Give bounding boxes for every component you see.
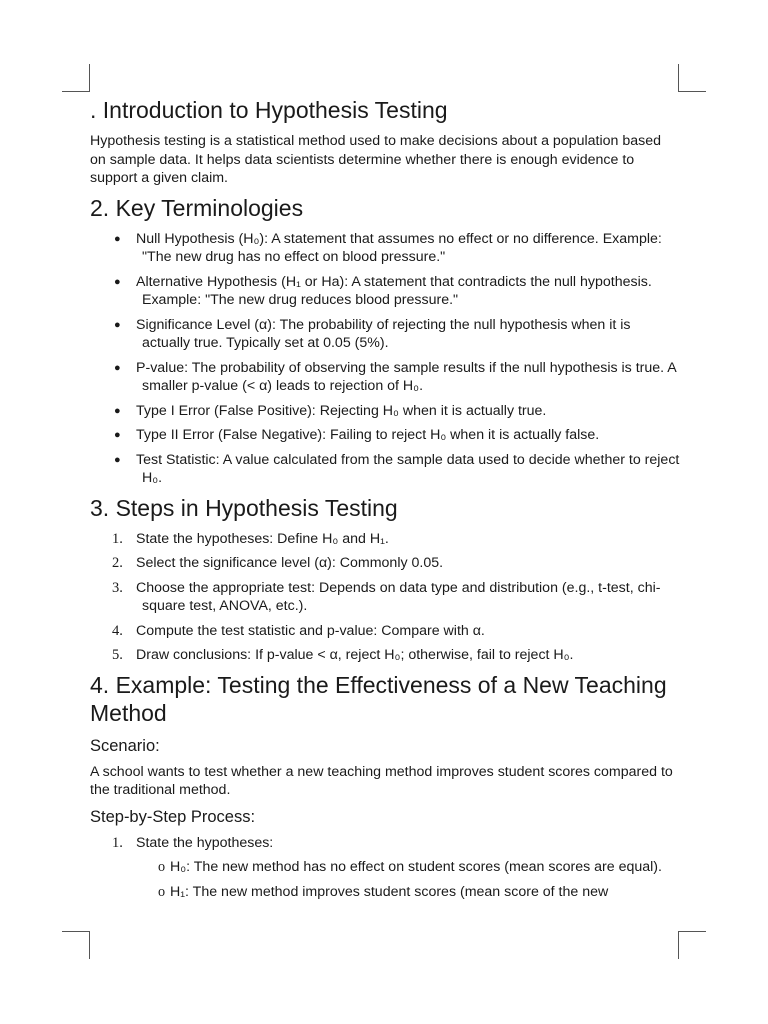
crop-mark-top-left-v (89, 64, 90, 91)
list-item: ● Type II Error (False Negative): Failing to reject H₀ when it is actually false. (114, 427, 600, 443)
list-item: 2. Select the significance level (α): Commonly 0.05. (112, 555, 444, 571)
process-list (90, 834, 680, 853)
list-item: 5. Draw conclusions: If p-value < α, reject H₀; otherwise, fail to reject H₀. (112, 647, 574, 663)
heading-key-terminologies: 2. Key Terminologies (90, 194, 304, 221)
step-number: 5. (112, 647, 123, 663)
bullet-icon: ● (114, 453, 121, 466)
bullet-icon: ● (114, 404, 121, 417)
list-item: ● Significance Level (α): The probability of rejecting the null hypothesis when it is actually true. Typically set at 0.05 (5%). (114, 316, 631, 351)
terminology-list (90, 230, 680, 488)
bullet-icon: ● (114, 429, 121, 441)
list-item: ● Type I Error (False Positive): Rejecting H₀ when it is actually true. (114, 402, 547, 419)
crop-mark-bottom-right-h (678, 931, 706, 932)
list-item: o H₁: The new method improves student scores (mean score of the new (158, 883, 609, 900)
crop-mark-bottom-left-v (89, 931, 90, 959)
intro-paragraph: Hypothesis testing is a statistical method used to make decisions about a population based on sample data. It helps data scientists determine whether there is enough evidence to support a given claim. (90, 133, 661, 186)
list-item: ● Test Statistic: A value calculated from the sample data used to decide whether to reject H₀. (114, 451, 680, 486)
crop-mark-top-right-h (678, 91, 706, 92)
crop-mark-bottom-right-v (678, 931, 679, 959)
list-item: ● P-value: The probability of observing the sample results if the null hypothesis is true. A smaller p-value (< α) leads to rejection of H₀. (114, 359, 676, 394)
heading-steps: 3. Steps in Hypothesis Testing (90, 494, 398, 521)
list-item: 4. Compute the test statistic and p-value: Compare with α. (112, 622, 485, 639)
list-item: ● Alternative Hypothesis (H₁ or Ha): A statement that contradicts the null hypothesis. Example: "The new drug reduces blood pressure." (114, 273, 652, 308)
list-item: o H₀: The new method has no effect on student scores (mean scores are equal). (158, 859, 662, 875)
list-item: 1. State the hypotheses: (112, 834, 274, 851)
crop-mark-top-left-h (62, 91, 90, 92)
scenario-heading: Scenario: (90, 736, 160, 755)
heading-introduction: . Introduction to Hypothesis Testing (90, 97, 448, 123)
circle-bullet-icon: o (158, 883, 166, 900)
hypotheses-sublist (90, 858, 680, 901)
step-number: 1. (112, 530, 123, 547)
step-number: 1. (112, 834, 123, 851)
bullet-icon: ● (114, 275, 121, 288)
document-page (90, 96, 680, 907)
steps-list (90, 530, 680, 665)
list-item: ● Null Hypothesis (H₀): A statement that assumes no effect or no difference. Example: "The new drug has no effect on blood pressure." (114, 230, 662, 265)
step-number: 4. (112, 622, 123, 639)
circle-bullet-icon: o (158, 859, 166, 875)
crop-mark-top-right-v (678, 64, 679, 91)
list-item: 1. State the hypotheses: Define H₀ and H₁. (112, 530, 389, 547)
list-item: 3. Choose the appropriate test: Depends on data type and distribution (e.g., t-test, chi-square test, ANOVA, etc.). (112, 579, 661, 614)
heading-example: 4. Example: Testing the Effectiveness of a New Teaching Method (90, 671, 667, 726)
bullet-icon: ● (114, 318, 121, 331)
scenario-paragraph: A school wants to test whether a new teaching method improves student scores compared to the traditional method. (90, 763, 673, 798)
bullet-icon: ● (114, 361, 121, 374)
process-heading: Step-by-Step Process: (90, 807, 256, 826)
step-number: 3. (112, 579, 123, 596)
bullet-icon: ● (114, 232, 121, 245)
step-number: 2. (112, 555, 123, 571)
crop-mark-bottom-left-h (62, 931, 90, 932)
